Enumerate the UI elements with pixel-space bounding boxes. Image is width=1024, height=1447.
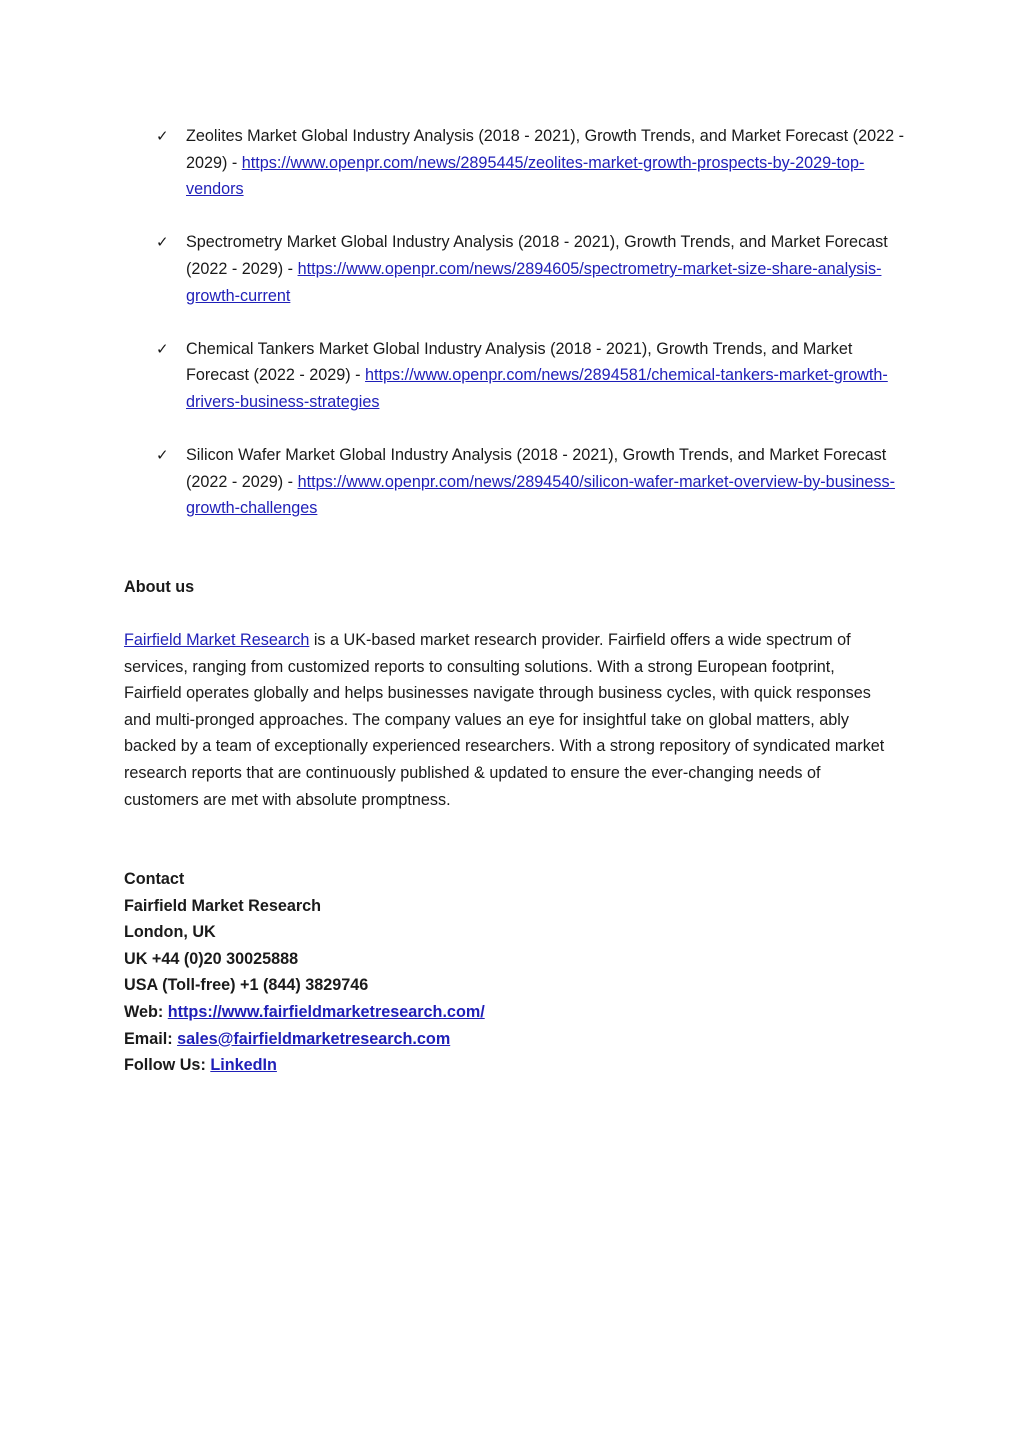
list-item <box>124 229 904 309</box>
report-title: Silicon Wafer Market Global Industry Analysis (2018 - 2021), Growth Trends, and Market Forecast (2022 - 2029) - <box>186 446 887 491</box>
report-title: Spectrometry Market Global Industry Analysis (2018 - 2021), Growth Trends, and Market Forecast (2022 - 2029) - <box>186 233 888 278</box>
email-link[interactable]: sales@fairfieldmarketresearch.com <box>177 1029 451 1048</box>
report-title: Chemical Tankers Market Global Industry Analysis (2018 - 2021), Growth Trends, and Market Forecast (2022 - 2029) - <box>186 339 853 385</box>
report-list <box>124 123 904 549</box>
website-link[interactable]: https://www.fairfieldmarketresearch.com/ <box>167 1002 485 1021</box>
report-link[interactable]: https://www.openpr.com/news/2894540/silicon-wafer-market-overview-by-business-growth-challenges <box>186 472 895 518</box>
follow-label: Follow Us: <box>124 1056 211 1075</box>
contact-uk-phone: UK +44 (0)20 30025888 <box>124 949 299 968</box>
linkedin-link[interactable]: LinkedIn <box>210 1056 277 1075</box>
contact-email-row <box>124 1026 824 1053</box>
contact-block <box>124 866 824 1079</box>
checkmark-icon: ✓ <box>156 339 169 358</box>
contact-company: Fairfield Market Research <box>124 896 322 915</box>
about-heading: About us <box>124 578 195 596</box>
checkmark-icon: ✓ <box>156 233 169 252</box>
report-link[interactable]: https://www.openpr.com/news/2894605/spectrometry-market-size-share-analysis-growth-current <box>186 259 882 305</box>
list-item <box>124 442 904 522</box>
about-paragraph <box>124 627 894 813</box>
report-title: Zeolites Market Global Industry Analysis (2018 - 2021), Growth Trends, and Market Forecast (2022 - 2029) - <box>186 127 904 172</box>
contact-follow-row <box>124 1052 824 1079</box>
email-label: Email: <box>124 1029 178 1048</box>
checkmark-icon: ✓ <box>156 127 169 145</box>
checkmark-icon: ✓ <box>156 446 169 465</box>
contact-web-row <box>124 999 824 1026</box>
report-link[interactable]: https://www.openpr.com/news/2895445/zeolites-market-growth-prospects-by-2029-top-vendors <box>186 153 865 199</box>
contact-usa-phone: USA (Toll-free) +1 (844) 3829746 <box>124 976 369 995</box>
contact-heading: Contact <box>124 870 185 888</box>
about-body: is a UK-based market research provider. Fairfield offers a wide spectrum of services, ranging from customized reports to consulting solutions. With a strong European footprint, Fairfield operates globally and helps businesses navigate through business cycles, with quick responses and multi-pronged approaches. The company values an eye for insightful take on global matters, ably backed by a team of exceptionally experienced researchers. With a strong repository of syndicated market research reports that are continuously published & updated to ensure the ever-changing needs of customers are met with absolute promptness. <box>124 631 885 809</box>
company-link[interactable]: Fairfield Market Research <box>124 631 310 649</box>
report-link[interactable]: https://www.openpr.com/news/2894581/chemical-tankers-market-growth-drivers-business-strategies <box>186 366 888 411</box>
contact-location: London, UK <box>124 923 216 942</box>
list-item <box>124 336 904 416</box>
list-item <box>124 123 904 203</box>
web-label: Web: <box>124 1002 168 1021</box>
